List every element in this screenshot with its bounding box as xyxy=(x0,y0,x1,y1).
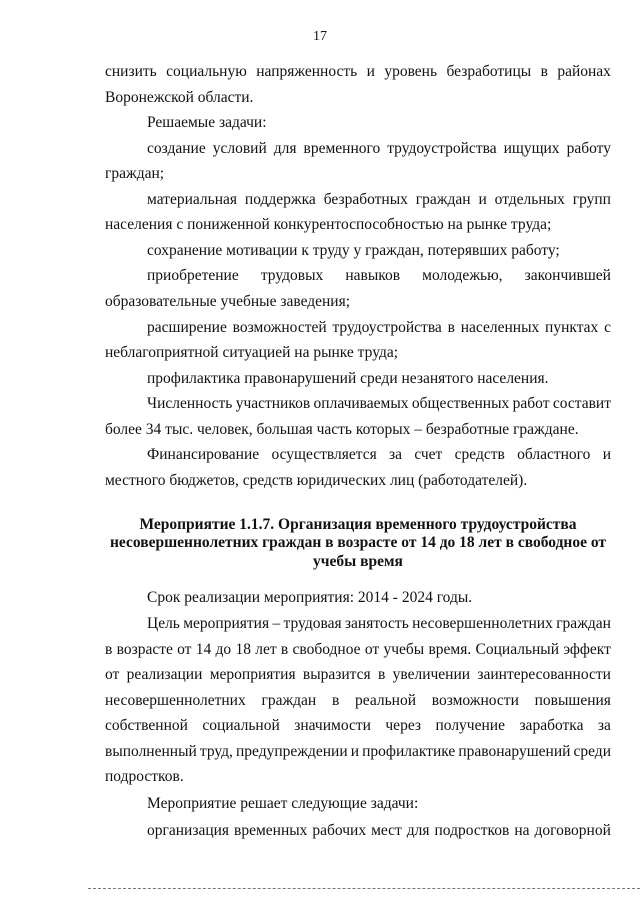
word: трудовая xyxy=(283,615,342,632)
word: повышения xyxy=(534,692,611,709)
word: поддержка xyxy=(244,191,316,208)
word: уровень xyxy=(384,63,438,80)
word: работу xyxy=(566,140,611,157)
word: в xyxy=(105,641,113,658)
paragraph-line xyxy=(147,318,611,338)
paragraph-line: сохранение мотивации к труду у граждан, потерявших работу; xyxy=(147,242,560,259)
word: на xyxy=(514,822,530,839)
word: временного xyxy=(303,140,381,157)
word: 18 xyxy=(235,641,251,658)
paragraph-line: подростков. xyxy=(105,768,184,785)
word: заработка xyxy=(519,717,584,734)
word: предупреждении xyxy=(236,743,348,760)
word: подростков xyxy=(434,822,510,839)
word: и xyxy=(602,446,611,463)
word: мероприятия xyxy=(209,666,296,683)
word: увеличении xyxy=(392,666,471,683)
word: закончившей xyxy=(524,267,611,284)
word: мест xyxy=(371,822,402,839)
word: Цель xyxy=(147,615,180,632)
section-heading: учебы время xyxy=(313,553,403,570)
paragraph-line xyxy=(105,640,611,660)
word: выразится xyxy=(302,666,371,683)
paragraph-line: образовательные учебные заведения; xyxy=(105,293,351,310)
paragraph-line: Воронежской области. xyxy=(105,89,254,106)
word: осуществляется xyxy=(271,446,377,463)
word: эффект xyxy=(563,641,611,658)
word: социальной xyxy=(202,717,280,734)
word: организация xyxy=(147,822,230,839)
word: создание xyxy=(147,140,206,157)
word: оплачиваемых xyxy=(313,395,409,412)
word: молодежью, xyxy=(422,267,503,284)
word: областного xyxy=(517,446,591,463)
word: навыков xyxy=(345,267,401,284)
word: Численность xyxy=(147,395,233,412)
paragraph-line xyxy=(147,821,611,841)
paragraph-line: населения с пониженной конкурентоспособностью на рынке труда; xyxy=(105,216,552,233)
word: труд, xyxy=(199,743,233,760)
word: от xyxy=(177,641,192,658)
paragraph-line xyxy=(105,665,611,685)
word: занятость xyxy=(344,615,409,632)
word: в xyxy=(447,319,455,336)
paragraph-line xyxy=(105,691,611,711)
word: реализации xyxy=(126,666,203,683)
paragraph-line xyxy=(147,190,611,210)
word: населенных xyxy=(460,319,540,336)
word: социальную xyxy=(166,63,247,80)
word: для xyxy=(406,822,430,839)
word: за xyxy=(389,446,403,463)
word: безработицы xyxy=(446,63,532,80)
word: заинтересованности xyxy=(477,666,611,683)
word: в xyxy=(280,641,289,658)
word: несовершеннолетних xyxy=(412,615,553,632)
word: возрасте xyxy=(116,641,173,658)
word: мероприятия xyxy=(183,615,270,632)
word: граждан xyxy=(415,191,471,208)
word: в xyxy=(331,692,340,709)
paragraph-line: профилактика правонарушений среди незанятого населения. xyxy=(147,370,549,387)
word: профилактике xyxy=(362,743,456,760)
word: собственной xyxy=(105,717,188,734)
word: и xyxy=(350,743,360,760)
word: напряженность xyxy=(256,63,358,80)
word: временных xyxy=(234,822,308,839)
word: групп xyxy=(572,191,611,208)
word: с xyxy=(604,319,611,336)
word: свободное xyxy=(292,641,361,658)
paragraph-line xyxy=(105,742,611,762)
word: граждан xyxy=(556,615,611,632)
section-heading: несовершеннолетних граждан в возрасте от 14 до 18 лет в свободное от xyxy=(109,534,607,551)
word: граждан xyxy=(261,692,317,709)
word: условий xyxy=(212,140,267,157)
paragraph-line xyxy=(105,62,611,82)
word: составит xyxy=(552,395,611,412)
paragraph-line: Срок реализации мероприятия: 2014 - 2024 годы. xyxy=(147,589,473,606)
word: трудовых xyxy=(260,267,324,284)
paragraph-line: граждан; xyxy=(105,165,165,182)
word: – xyxy=(272,615,281,632)
word: Социальный xyxy=(475,641,560,658)
word: Финансирование xyxy=(147,446,260,463)
paragraph-line: неблагоприятной ситуацией на рынке труда; xyxy=(105,344,399,361)
page-number: 17 xyxy=(313,29,327,44)
word: районах xyxy=(557,63,611,80)
word: возможностей xyxy=(232,319,327,336)
word: получение xyxy=(435,717,505,734)
paragraph-line xyxy=(147,614,611,634)
word: среди xyxy=(573,743,611,760)
word: от xyxy=(364,641,380,658)
paragraph-line xyxy=(147,394,611,414)
word: реальной xyxy=(355,692,417,709)
paragraph-line: Решаемые задачи: xyxy=(147,114,267,131)
word: счет xyxy=(414,446,443,463)
section-heading: Мероприятие 1.1.7. Организация временного трудоустройства xyxy=(139,516,577,533)
word: возможности xyxy=(431,692,519,709)
word: время. xyxy=(428,641,472,658)
word: пунктах xyxy=(545,319,599,336)
word: материальная xyxy=(147,191,238,208)
word: значимости xyxy=(294,717,371,734)
word: и xyxy=(478,191,487,208)
word: правонарушений xyxy=(458,743,571,760)
word: трудоустройства xyxy=(332,319,442,336)
scan-edge-divider xyxy=(88,888,640,889)
word: несовершеннолетних xyxy=(105,692,246,709)
word: трудоустройства xyxy=(387,140,497,157)
word: выполненный xyxy=(105,743,197,760)
word: в xyxy=(540,63,548,80)
word: работ xyxy=(512,395,550,412)
word: ищущих xyxy=(503,140,560,157)
paragraph-line xyxy=(147,139,611,159)
paragraph-line: местного бюджетов, средств юридических лиц (работодателей). xyxy=(105,472,528,489)
word: и xyxy=(366,63,375,80)
word: для xyxy=(273,140,297,157)
paragraph-line xyxy=(147,445,611,465)
word: до xyxy=(215,641,232,658)
word: приобретение xyxy=(147,267,239,284)
word: через xyxy=(385,717,422,734)
word: общественных xyxy=(411,395,510,412)
word: расширение xyxy=(147,319,227,336)
word: лет xyxy=(255,641,277,658)
paragraph-line: более 34 тыс. человек, большая часть которых – безработные граждане. xyxy=(105,421,579,438)
word: учебы xyxy=(383,641,425,658)
word: участников xyxy=(235,395,311,412)
paragraph-line: Мероприятие решает следующие задачи: xyxy=(147,795,419,812)
word: средств xyxy=(454,446,505,463)
word: отдельных xyxy=(494,191,565,208)
word: рабочих xyxy=(312,822,367,839)
paragraph-line xyxy=(147,266,611,286)
word: в xyxy=(377,666,386,683)
word: договорной xyxy=(534,822,611,839)
word: безработных xyxy=(323,191,408,208)
paragraph-line xyxy=(105,716,611,736)
word: от xyxy=(105,666,120,683)
word: 14 xyxy=(195,641,212,658)
word: снизить xyxy=(105,63,157,80)
word: за xyxy=(597,717,611,734)
